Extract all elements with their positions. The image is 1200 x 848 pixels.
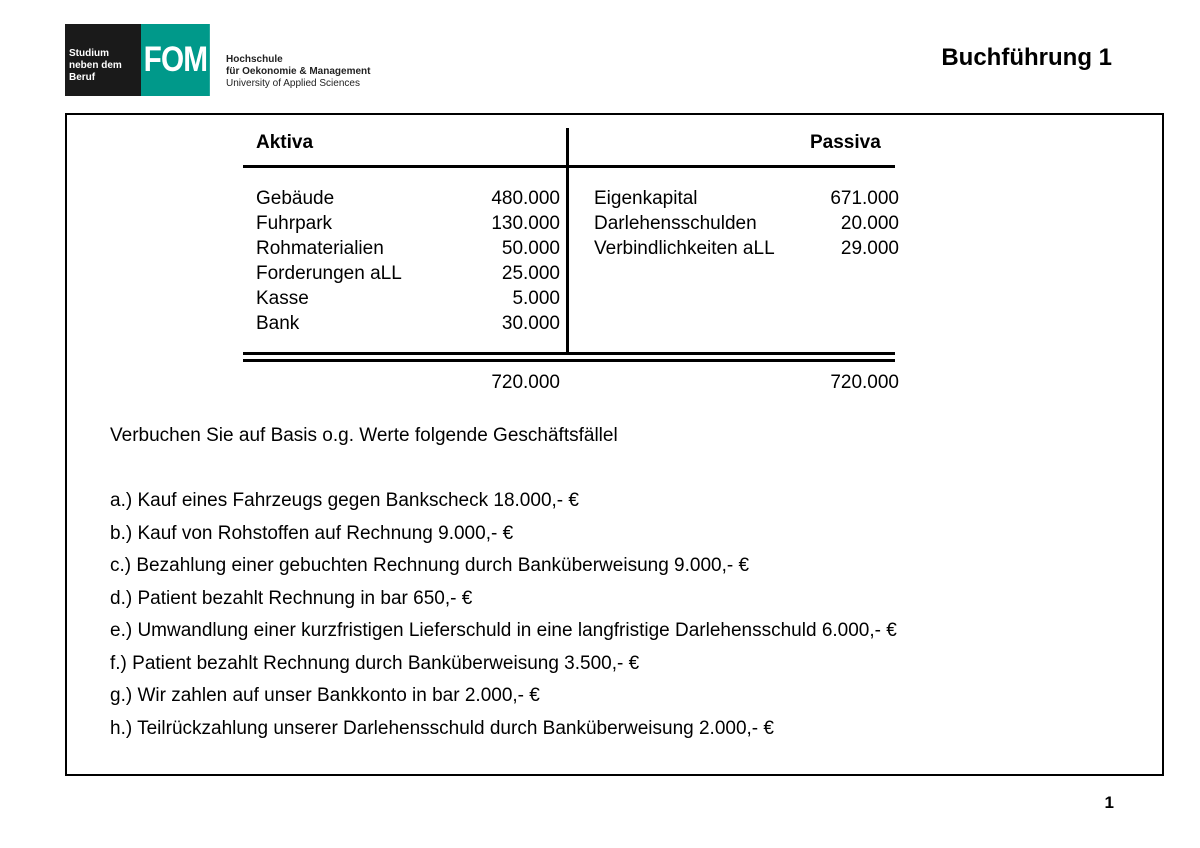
document-title: Buchführung 1 (941, 44, 1112, 71)
aktiva-label-fuhrpark: Fuhrpark (256, 213, 333, 234)
exercise-intro: Verbuchen Sie auf Basis o.g. Werte folgende Geschäftsfällel (110, 425, 618, 446)
passiva-value-eigenkapital: 671.000 (830, 188, 899, 209)
task-item: f.) Patient bezahlt Rechnung durch Banküberweisung 3.500,- € (110, 652, 640, 674)
aktiva-value-bank: 30.000 (501, 313, 560, 334)
task-item: e.) Umwandlung einer kurzfristigen Lieferschuld in eine langfristige Darlehensschuld 6.000,- € (110, 620, 897, 641)
passiva-label-verbindlichkeiten: Verbindlichkeiten aLL (594, 238, 775, 259)
task-item: h.) Teilrückzahlung unserer Darlehensschuld durch Banküberweisung 2.000,- € (110, 717, 774, 739)
aktiva-heading: Aktiva (256, 132, 314, 153)
aktiva-total: 720.000 (491, 372, 560, 393)
logo-school-2: für Oekonomie & Management (226, 66, 371, 77)
logo-school-name (222, 24, 370, 96)
passiva-total: 720.000 (830, 372, 899, 393)
aktiva-label-gebaeude: Gebäude (256, 188, 335, 209)
aktiva-value-kasse: 5.000 (512, 288, 560, 309)
total-rule-bottom (243, 359, 895, 362)
aktiva-value-gebaeude: 480.000 (491, 188, 560, 209)
fom-logo (65, 24, 370, 96)
page-number: 1 (1104, 793, 1114, 812)
aktiva-value-forderungen: 25.000 (501, 263, 560, 284)
task-list (110, 485, 897, 745)
total-rule-top (243, 352, 895, 355)
center-divider (566, 128, 569, 355)
logo-tagline-block (65, 24, 141, 96)
task-item: g.) Wir zahlen auf unser Bankkonto in bar 2.000,- € (110, 685, 540, 706)
task-item: d.) Patient bezahlt Rechnung in bar 650,- € (110, 587, 473, 609)
aktiva-label-bank: Bank (256, 313, 300, 334)
logo-tagline-1: Studium (69, 48, 109, 59)
aktiva-value-fuhrpark: 130.000 (491, 213, 560, 234)
aktiva-label-kasse: Kasse (256, 288, 309, 309)
passiva-label-eigenkapital: Eigenkapital (594, 188, 698, 209)
logo-school-1: Hochschule (226, 54, 283, 65)
passiva-value-darlehensschulden: 20.000 (840, 213, 899, 234)
logo-tagline-3: Beruf (69, 72, 96, 83)
aktiva-value-rohmaterialien: 50.000 (501, 238, 560, 259)
task-item: a.) Kauf eines Fahrzeugs gegen Bankscheck 18.000,- € (110, 490, 579, 511)
passiva-heading: Passiva (810, 132, 881, 153)
passiva-label-darlehensschulden: Darlehensschulden (594, 213, 757, 234)
aktiva-label-forderungen: Forderungen aLL (256, 263, 402, 284)
logo-tagline-2: neben dem (69, 60, 122, 71)
aktiva-label-rohmaterialien: Rohmaterialien (256, 238, 384, 259)
task-item: b.) Kauf von Rohstoffen auf Rechnung 9.000,- € (110, 522, 514, 544)
logo-mark: FOM (141, 24, 210, 96)
header-rule (243, 165, 895, 168)
passiva-value-verbindlichkeiten: 29.000 (840, 238, 899, 259)
logo-school-3: University of Applied Sciences (226, 78, 360, 89)
task-item: c.) Bezahlung einer gebuchten Rechnung durch Banküberweisung 9.000,- € (110, 555, 750, 576)
